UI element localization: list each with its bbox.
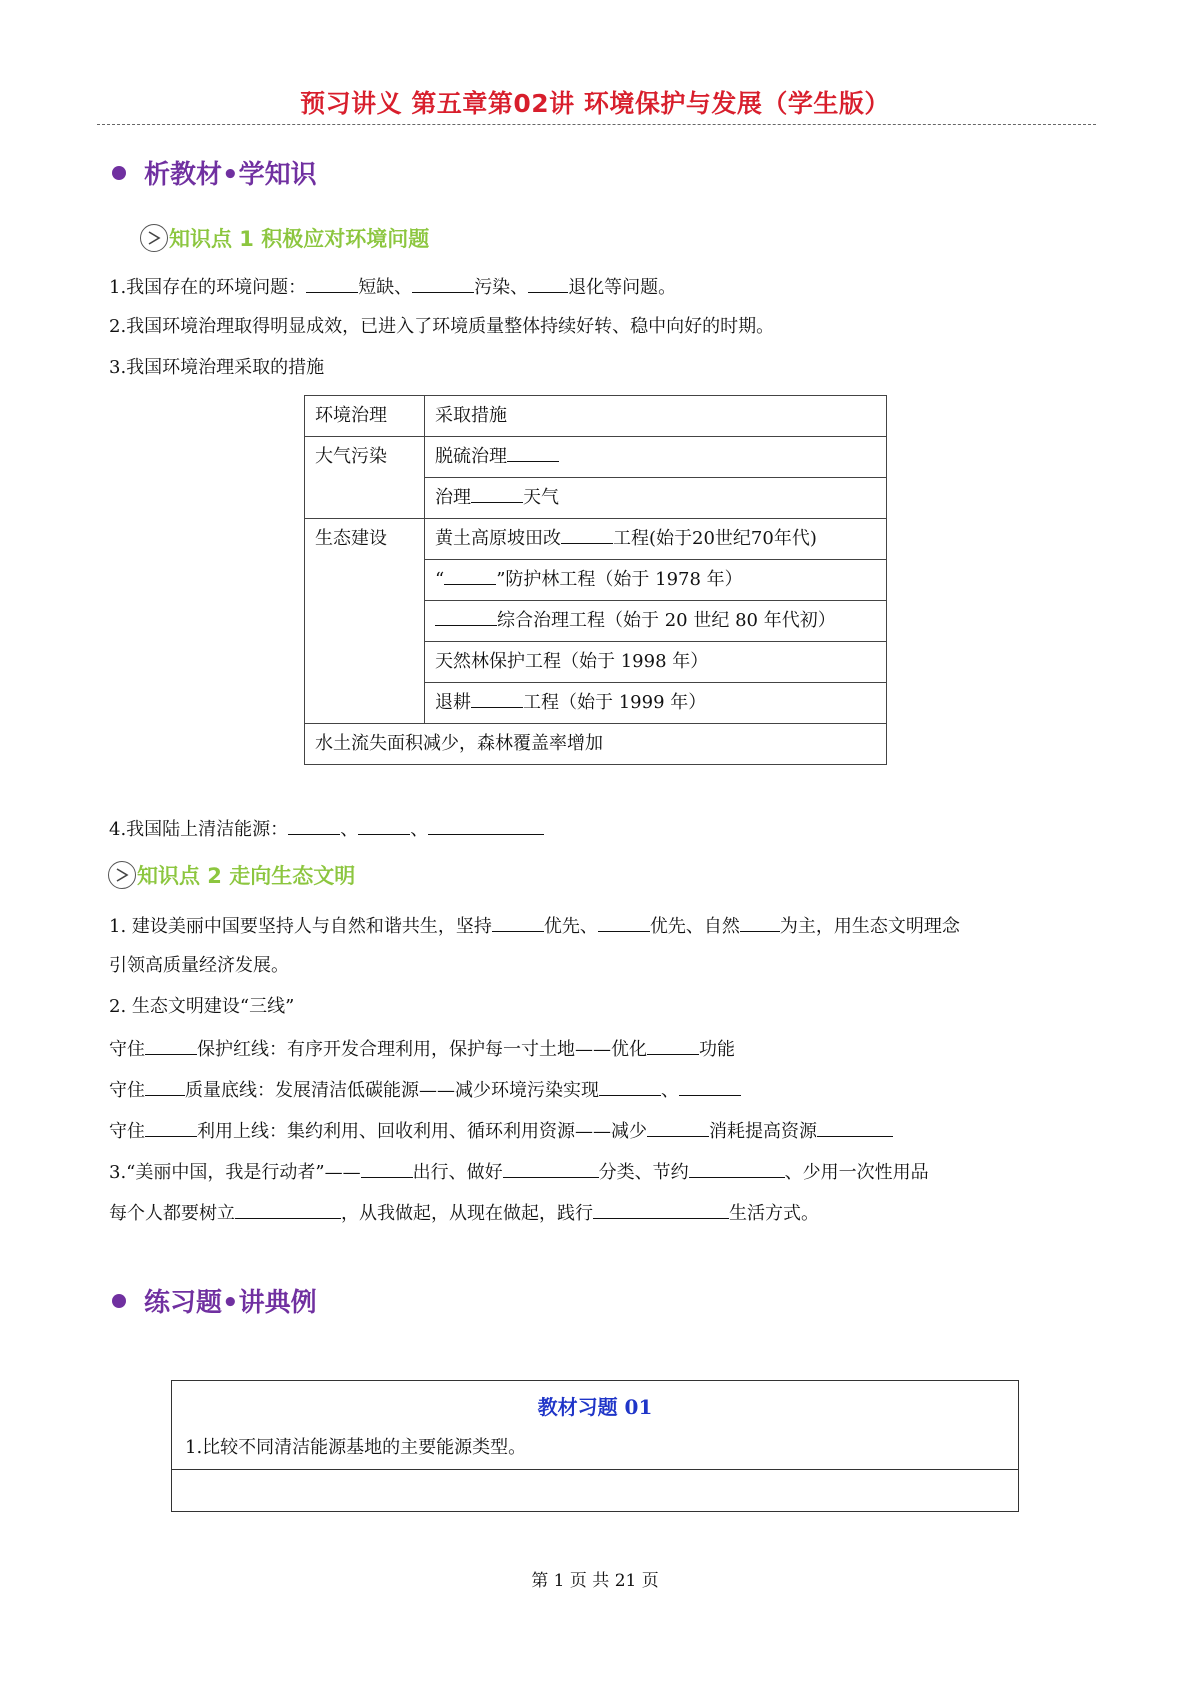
text: 治理 <box>435 487 471 508</box>
text: 1. 建设美丽中国要坚持人与自然和谐共生，坚持 <box>109 916 492 937</box>
knowledge-point-1 <box>140 223 429 254</box>
answer-blank[interactable] <box>306 275 358 293</box>
text: 守住 <box>109 1080 145 1101</box>
text: 1.我国存在的环境问题： <box>109 277 307 298</box>
answer-blank[interactable] <box>647 1119 709 1137</box>
table-row <box>305 396 887 437</box>
text: 退化等问题。 <box>568 277 677 298</box>
answer-blank[interactable] <box>145 1037 197 1055</box>
answer-blank[interactable] <box>361 1160 413 1178</box>
answer-blank[interactable] <box>492 914 544 932</box>
table-row <box>305 724 887 765</box>
arrow-circle-icon <box>108 861 136 889</box>
answer-blank[interactable] <box>599 1078 661 1096</box>
answer-blank[interactable] <box>288 817 340 835</box>
answer-blank[interactable] <box>598 914 650 932</box>
arrow-circle-icon <box>140 224 168 252</box>
text: 污染、 <box>474 277 529 298</box>
text: 保护红线：有序开发合理利用，保护每一寸土地——优化 <box>197 1039 647 1060</box>
text: 黄土高原坡田改 <box>435 528 561 549</box>
table-cell <box>425 478 887 519</box>
text: 短缺、 <box>358 277 413 298</box>
answer-blank[interactable] <box>689 1160 785 1178</box>
answer-blank[interactable] <box>593 1201 729 1219</box>
text: “ <box>435 569 445 590</box>
text: 4.我国陆上清洁能源： <box>109 819 289 840</box>
text: 功能 <box>699 1039 735 1060</box>
text: ，从我做起，从现在做起，践行 <box>341 1203 593 1224</box>
table-cell: 大气污染 <box>305 437 425 519</box>
title-divider <box>97 124 1096 125</box>
table-cell: 水土流失面积减少，森林覆盖率增加 <box>305 724 887 765</box>
exercise-question: 1.比较不同清洁能源基地的主要能源类型。 <box>185 1437 527 1458</box>
table-cell <box>425 601 887 642</box>
kp2-line-4 <box>109 1037 735 1061</box>
text: 综合治理工程（始于 20 世纪 80 年代初） <box>497 610 836 631</box>
table-cell: 天然林保护工程（始于 1998 年） <box>425 642 887 683</box>
text: 天气 <box>523 487 559 508</box>
table-cell <box>425 683 887 724</box>
answer-blank[interactable] <box>471 690 523 708</box>
text: 分类、节约 <box>598 1162 689 1183</box>
knowledge-point-2 <box>108 860 355 891</box>
knowledge-point-1-text: 知识点 1 积极应对环境问题 <box>169 227 430 251</box>
answer-blank[interactable] <box>679 1078 741 1096</box>
text: 守住 <box>109 1121 145 1142</box>
text: 、 <box>410 819 429 840</box>
kp1-item-2: 2.我国环境治理取得明显成效，已进入了环境质量整体持续好转、稳中向好的时期。 <box>109 316 775 337</box>
page-title: 预习讲义 第五章第02讲 环境保护与发展（学生版） <box>300 89 890 118</box>
text: 工程（始于 1999 年） <box>523 692 707 713</box>
answer-blank[interactable] <box>528 275 568 293</box>
kp2-line-5 <box>109 1078 741 1102</box>
answer-blank[interactable] <box>471 485 523 503</box>
text: 优先、自然 <box>649 916 740 937</box>
text: 工程(始于20世纪70年代) <box>613 528 817 549</box>
text: ”防护林工程（始于 1978 年） <box>496 569 743 590</box>
table-header: 环境治理 <box>305 396 425 437</box>
kp1-item-3: 3.我国环境治理采取的措施 <box>109 357 325 378</box>
kp2-line-2: 引领高质量经济发展。 <box>109 955 289 976</box>
text: 为主，用生态文明理念 <box>779 916 960 937</box>
answer-blank[interactable] <box>561 526 613 544</box>
text: 、 <box>340 819 359 840</box>
table-row <box>305 519 887 560</box>
exercise-box <box>171 1380 1019 1512</box>
bullet-icon <box>112 1294 126 1308</box>
text: 每个人都要树立 <box>109 1203 235 1224</box>
section-heading-2-text: 练习题•讲典例 <box>144 1288 317 1318</box>
answer-blank[interactable] <box>145 1119 197 1137</box>
answer-blank[interactable] <box>235 1201 341 1219</box>
page-footer: 第 1 页 共 21 页 <box>531 1571 659 1591</box>
text: 优先、 <box>543 916 598 937</box>
answer-blank[interactable] <box>817 1119 893 1137</box>
text: 守住 <box>109 1039 145 1060</box>
text: 退耕 <box>435 692 471 713</box>
exercise-divider <box>172 1469 1018 1470</box>
answer-blank[interactable] <box>145 1078 185 1096</box>
kp2-line-6 <box>109 1119 893 1143</box>
answer-blank[interactable] <box>428 817 544 835</box>
answer-blank[interactable] <box>740 914 780 932</box>
text: 质量底线：发展清洁低碳能源——减少环境污染实现 <box>185 1080 599 1101</box>
text: 出行、做好 <box>412 1162 503 1183</box>
table-header: 采取措施 <box>425 396 887 437</box>
text: 利用上线：集约利用、回收利用、循环利用资源——减少 <box>197 1121 647 1142</box>
text: 、 <box>661 1080 679 1101</box>
answer-blank[interactable] <box>647 1037 699 1055</box>
answer-blank[interactable] <box>412 275 474 293</box>
kp2-line-7 <box>109 1160 929 1184</box>
exercise-title: 教材习题 01 <box>537 1395 653 1419</box>
table-row <box>305 437 887 478</box>
kp2-line-3: 2. 生态文明建设“三线” <box>109 996 295 1017</box>
text: 消耗提高资源 <box>709 1121 817 1142</box>
text: 、少用一次性用品 <box>784 1162 929 1183</box>
text: 脱硫治理 <box>435 446 507 467</box>
table-cell <box>425 437 887 478</box>
answer-blank[interactable] <box>358 817 410 835</box>
section-heading-1-text: 析教材•学知识 <box>144 160 317 190</box>
table-cell: 生态建设 <box>305 519 425 724</box>
answer-blank[interactable] <box>444 567 496 585</box>
kp2-line-1 <box>109 914 960 938</box>
kp1-item-1 <box>109 275 676 299</box>
knowledge-point-2-text: 知识点 2 走向生态文明 <box>137 864 356 888</box>
kp2-line-8 <box>109 1201 819 1225</box>
text: 3.“美丽中国，我是行动者”—— <box>109 1162 361 1183</box>
table-cell <box>425 519 887 560</box>
answer-blank[interactable] <box>507 444 559 462</box>
kp1-item-4 <box>109 817 544 841</box>
bullet-icon <box>112 166 126 180</box>
answer-blank[interactable] <box>503 1160 599 1178</box>
governance-table <box>304 395 887 765</box>
answer-blank[interactable] <box>435 608 497 626</box>
section-heading-2 <box>112 1282 317 1319</box>
text: 生活方式。 <box>729 1203 819 1224</box>
table-cell <box>425 560 887 601</box>
section-heading-1 <box>112 154 317 191</box>
